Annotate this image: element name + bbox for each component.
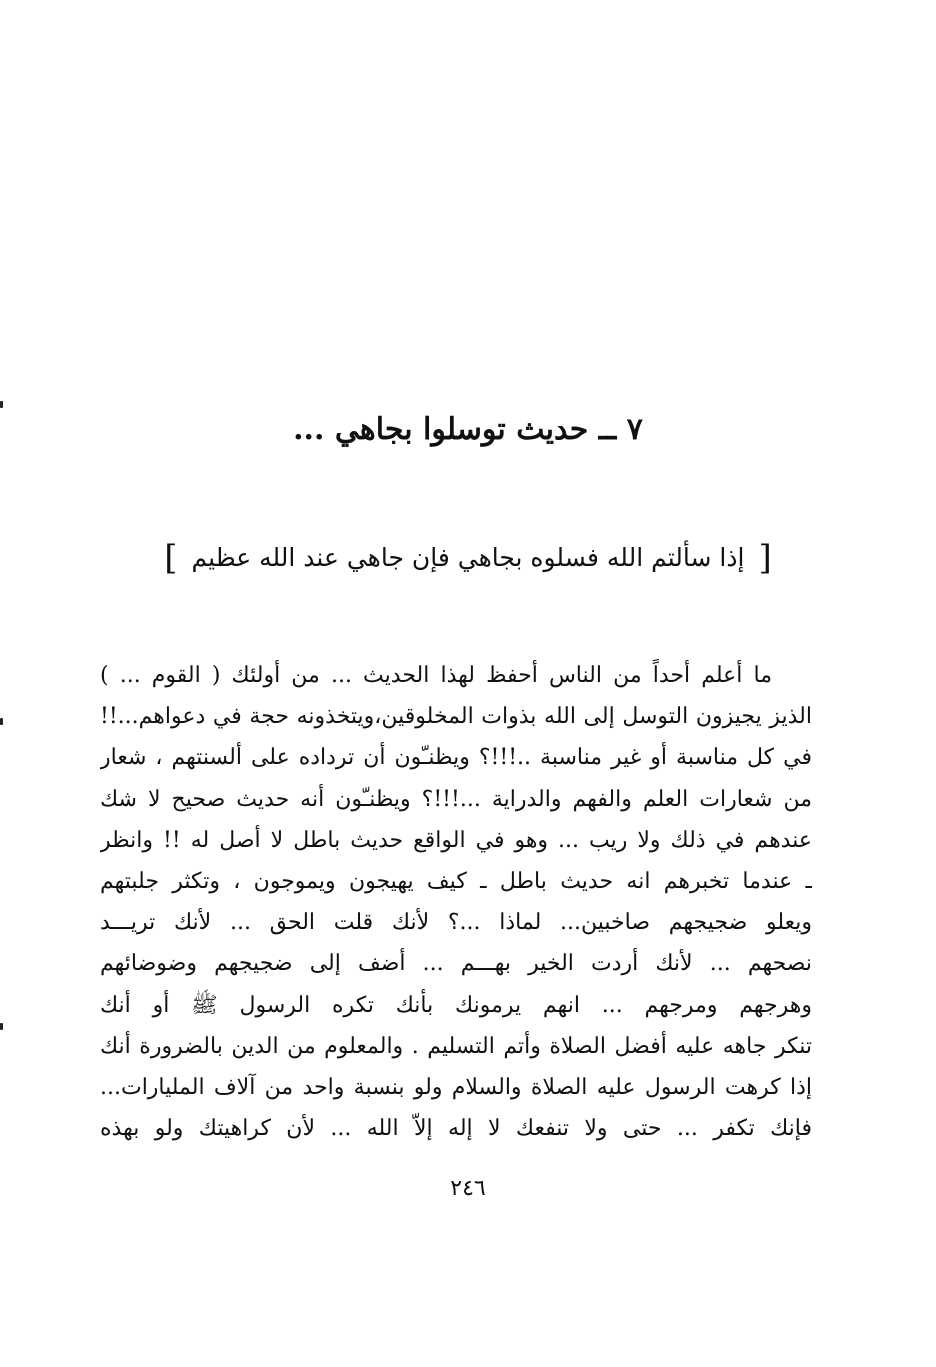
- quote-open-bracket: [: [758, 538, 772, 578]
- body-paragraph: [100, 655, 812, 1149]
- page-number: ٢٤٦: [450, 1176, 486, 1201]
- text-line: في كل مناسبة أو غير مناسبة ..!!!؟ ويظنـّون أن ترداده على ألسنتهم ، شعار: [100, 745, 812, 771]
- text-line: تنكر جاهه عليه أفضل الصلاة وأتم التسليم . والمعلوم من الدين بالضرورة أنك: [100, 1033, 812, 1059]
- text-line: الذيز يجيزون التوسل إلى الله بذوات المخلوقين،ويتخذونه حجة في دعواهم...!!: [100, 704, 812, 730]
- text-line: عندهم في ذلك ولا ريب ... وهو في الواقع حديث باطل لا أصل له !! وانظر: [100, 827, 812, 853]
- scan-margin-mark: [0, 401, 3, 408]
- text-line: فإنك تكفر ... حتى ولا تنفعك لا إله إلاّ الله ... لأن كراهيتك ولو بهذه: [100, 1116, 812, 1142]
- text-line: ويعلو ضجيجهم صاخبين... لماذا ...؟ لأنك قلت الحق ... لأنك تريـــد: [100, 910, 812, 936]
- text-line: نصحهم ... لأنك أردت الخير بهـــم ... أضف إلى ضجيجهم وضوضائهم: [100, 951, 812, 977]
- scan-margin-mark: [0, 718, 3, 725]
- text-line: وهرجهم ومرجهم ... انهم يرمونك بأنك تكره الرسول ﷺ أو أنك: [100, 992, 812, 1018]
- text-line: إذا كرهت الرسول عليه الصلاة والسلام ولو بنسبة واحد من آلاف المليارات...: [100, 1074, 812, 1100]
- text-line: ـ عندما تخبرهم انه حديث باطل ـ كيف يهيجون ويموجون ، وتكثر جلبتهم: [100, 868, 812, 894]
- text-line: من شعارات العلم والفهم والدراية ...!!!؟ ويظنـّون أنه حديث صحيح لا شك: [100, 786, 812, 812]
- hadith-quote: [0, 538, 936, 578]
- chapter-title: ٧ ــ حديث توسلوا بجاهي ...: [293, 412, 643, 447]
- quote-close-bracket: ]: [164, 538, 178, 578]
- text-line: ما أعلم أحداً من الناس أحفظ لهذا الحديث ... من أولئك ( القوم ... ): [100, 663, 772, 688]
- hadith-quote-text: إذا سألتم الله فسلوه بجاهي فإن جاهي عند الله عظيم: [191, 543, 745, 572]
- scan-margin-mark: [0, 1023, 3, 1030]
